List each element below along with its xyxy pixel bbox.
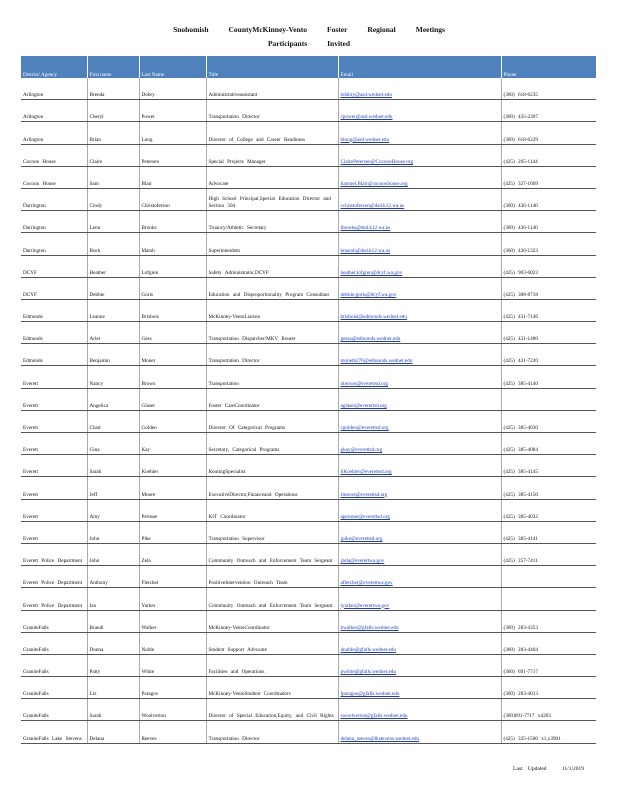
last-name-cell: Brown [139, 366, 206, 388]
column-header: Last Name [139, 56, 206, 78]
first-name-cell: Sarah [87, 699, 139, 721]
table-row [21, 677, 596, 699]
table-row [21, 521, 596, 543]
district-cell: Edmonds [21, 322, 87, 344]
title-word: Participants [267, 39, 308, 48]
title-cell: Safety Administrator,DCYF [206, 255, 338, 277]
phone-cell: (360) 283-4353 [501, 610, 596, 632]
phone-cell [501, 388, 596, 410]
first-name-cell: Delana [87, 721, 139, 743]
table-row [21, 233, 596, 255]
table-row [21, 610, 596, 632]
first-name-cell: Patty [87, 654, 139, 676]
last-updated-date: 11/1/2019 [561, 766, 584, 772]
email-cell[interactable]: gessa@edmonds.wednet.edu [338, 322, 501, 344]
table-row [21, 255, 596, 277]
table-row [21, 366, 596, 388]
district-cell: GraniteFalls [21, 632, 87, 654]
last-name-cell: Blair [139, 166, 206, 188]
title-cell: Transportation Director [206, 100, 338, 122]
last-name-cell: Perusse [139, 499, 206, 521]
email-cell[interactable]: Jmoore@everettsd.org [338, 477, 501, 499]
phone-cell [501, 566, 596, 588]
report-title [0, 25, 618, 34]
table-row [21, 299, 596, 321]
table-row [21, 566, 596, 588]
last-name-cell: Zela [139, 543, 206, 565]
district-cell: Darrington [21, 233, 87, 255]
email-cell[interactable]: cpower@asd.wednet.edu [338, 100, 501, 122]
last-name-cell: Reeves [139, 721, 206, 743]
phone-cell: (425) 265-1144 [501, 144, 596, 166]
district-cell: Cocoon House [21, 166, 87, 188]
column-header: Email [338, 56, 501, 78]
district-cell: GraniteFalls Lake Stevens [21, 721, 87, 743]
table-row [21, 78, 596, 100]
phone-cell: (425) 431-1400 [501, 322, 596, 344]
title-cell: McKinney-VentoStudent Coordinators [206, 677, 338, 699]
last-name-cell: Brooks [139, 211, 206, 233]
phone-cell: (425) 385-4141 [501, 521, 596, 543]
last-name-cell: Monet [139, 344, 206, 366]
first-name-cell: Ian [87, 588, 139, 610]
first-name-cell: Arlet [87, 322, 139, 344]
email-cell[interactable]: dnoble@gfalls.wednet.edu [338, 632, 501, 654]
first-name-cell: Lenn [87, 211, 139, 233]
title-cell: Superintendent [206, 233, 338, 255]
column-header: First name [87, 56, 139, 78]
column-header: Phone [501, 56, 596, 78]
first-name-cell: John [87, 543, 139, 565]
district-cell: DCYF [21, 277, 87, 299]
title-cell: Education and Disproportionality Program Consultant [206, 277, 338, 299]
email-cell[interactable]: jzela@everettwa.gov [338, 543, 501, 565]
table-row [21, 588, 596, 610]
table-row [21, 188, 596, 210]
email-cell[interactable]: pwhite@gfalls.wednet.edu [338, 654, 501, 676]
title-cell: High School Principal,Special Education Director and Section 504 [206, 188, 338, 210]
phone-cell: (425) 385-4030 [501, 410, 596, 432]
district-cell: Edmonds [21, 344, 87, 366]
table-row [21, 699, 596, 721]
table-row [21, 433, 596, 455]
title-cell: Student Support Advocate [206, 632, 338, 654]
first-name-cell: Leanne [87, 299, 139, 321]
first-name-cell: John [87, 521, 139, 543]
email-cell[interactable]: gkay@everettsd.org [338, 433, 501, 455]
district-cell: Everett Police Department [21, 588, 87, 610]
title-cell: Director of College and Career Readiness [206, 122, 338, 144]
phone-cell: (425) 385-4084 [501, 433, 596, 455]
first-name-cell: Anthony [87, 566, 139, 588]
table-row [21, 632, 596, 654]
phone-cell: (360) 618-6229 [501, 122, 596, 144]
title-cell: Community Outreach and Enforcement Team Sergeant [206, 543, 338, 565]
first-name-cell: Donna [87, 632, 139, 654]
last-name-cell: Glaser [139, 388, 206, 410]
table-row [21, 721, 596, 743]
last-name-cell: Petersen [139, 144, 206, 166]
phone-cell: (425) 335-1500 x1,x3901 [501, 721, 596, 743]
title-cell: McKinney-VentoCoordinator [206, 610, 338, 632]
first-name-cell: Chad [87, 410, 139, 432]
title-word: Invited [327, 39, 351, 48]
title-word: Meetings [415, 25, 445, 34]
title-cell: Facilities and Operations [206, 654, 338, 676]
title-cell: Special Projects Manager [206, 144, 338, 166]
title-cell: Transportation Supervisor [206, 521, 338, 543]
phone-cell: (360) 436-1140 [501, 188, 596, 210]
last-name-cell: Koehler [139, 455, 206, 477]
email-cell[interactable]: blong@asd.wednet.edu [338, 122, 501, 144]
table-row [21, 211, 596, 233]
district-cell: Everett [21, 388, 87, 410]
phone-cell: (425) 257-7411 [501, 543, 596, 565]
phone-cell: (425) 385-4032 [501, 499, 596, 521]
first-name-cell: Gina [87, 433, 139, 455]
phone-cell: (360) 435-2307 [501, 100, 596, 122]
title-cell: PositiveIntervention Outreach Team [206, 566, 338, 588]
title-cell: KIT Coordinator [206, 499, 338, 521]
table-row [21, 277, 596, 299]
district-cell: Edmonds [21, 299, 87, 321]
last-name-cell: Dobry [139, 78, 206, 100]
phone-cell: (360) 691-7717 [501, 654, 596, 676]
phone-cell: (360) 283-4404 [501, 632, 596, 654]
last-name-cell: Golden [139, 410, 206, 432]
participants-table [21, 56, 596, 744]
district-cell: GraniteFalls [21, 699, 87, 721]
email-cell[interactable]: Samuel.Blair@cocoonhouse.org [338, 166, 501, 188]
first-name-cell: Heather [87, 255, 139, 277]
table-row [21, 122, 596, 144]
table-row [21, 499, 596, 521]
last-name-cell: White [139, 654, 206, 676]
phone-cell: (425) 327-1609 [501, 166, 596, 188]
district-cell: Cocoon House [21, 144, 87, 166]
title-cell: Director of Special Education,Equity, and Civil Rights [206, 699, 338, 721]
table-row [21, 166, 596, 188]
title-cell: Truancy/Athletic Secretary [206, 211, 338, 233]
email-cell[interactable]: afletcher@everettwa.gov [338, 566, 501, 588]
column-header: District/ Agency [21, 56, 87, 78]
district-cell: Everett [21, 410, 87, 432]
last-name-cell: Goris [139, 277, 206, 299]
email-cell[interactable]: bdobry@asd.wednet.edu [338, 78, 501, 100]
first-name-cell: Brandi [87, 610, 139, 632]
title-cell: RoutingSpecialist [206, 455, 338, 477]
last-name-cell: Gess [139, 322, 206, 344]
email-cell[interactable]: nbrown@everettsd.org [338, 366, 501, 388]
table-row [21, 344, 596, 366]
email-cell[interactable]: bmarsh@dsd.k12.wa.us [338, 233, 501, 255]
district-cell: Everett [21, 499, 87, 521]
district-cell: Darrington [21, 211, 87, 233]
district-cell: Arlington [21, 122, 87, 144]
first-name-cell: Nancy [87, 366, 139, 388]
last-name-cell: Power [139, 100, 206, 122]
title-cell: Community Outreach and Enforcement Team Sergeant [206, 588, 338, 610]
phone-cell: (425) 385-4145 [501, 455, 596, 477]
last-name-cell: Kay [139, 433, 206, 455]
first-name-cell: Jeff [87, 477, 139, 499]
last-name-cell: Pike [139, 521, 206, 543]
last-updated-label: Last Updated [513, 766, 547, 772]
email-cell[interactable]: lbrooks@dsd.k12.wa.us [338, 211, 501, 233]
district-cell: Arlington [21, 78, 87, 100]
last-name-cell: Fletcher [139, 566, 206, 588]
first-name-cell: Brenda [87, 78, 139, 100]
column-header: Title [206, 56, 338, 78]
last-name-cell: Noble [139, 632, 206, 654]
email-cell[interactable]: bwalker@gfalls.wednet.edu [338, 610, 501, 632]
title-cell: Transportation Dispatcher/MKV Router [206, 322, 338, 344]
first-name-cell: Debbie [87, 277, 139, 299]
phone-cell: (360) 436-1323 [501, 233, 596, 255]
district-cell: Everett [21, 521, 87, 543]
email-cell[interactable]: aglaser@everettsd.org [338, 388, 501, 410]
email-cell[interactable]: ClairePetersen@CocoonHouse.org [338, 144, 501, 166]
last-name-cell: Yarker [139, 588, 206, 610]
last-name-cell: Walker [139, 610, 206, 632]
district-cell: Everett [21, 455, 87, 477]
email-cell[interactable]: aperusse@everettsd.org [338, 499, 501, 521]
title-cell: ExecutiveDirector,Financeand Operations [206, 477, 338, 499]
first-name-cell: Angelica [87, 388, 139, 410]
table-header-row [21, 56, 596, 78]
first-name-cell: Claire [87, 144, 139, 166]
first-name-cell: Benjamin [87, 344, 139, 366]
last-name-cell: Marsh [139, 233, 206, 255]
email-cell[interactable]: SKoehler@everettsd.org [338, 455, 501, 477]
table-row [21, 654, 596, 676]
title-word: Snohomish [173, 25, 209, 34]
first-name-cell: Amy [87, 499, 139, 521]
report-subtitle [0, 39, 618, 48]
phone-cell: (425) 431-7146 [501, 299, 596, 321]
email-cell[interactable]: iyarker@everettwa.gov [338, 588, 501, 610]
table-row [21, 388, 596, 410]
email-cell[interactable]: cchristoferson@dsd.k12.wa.us [338, 188, 501, 210]
table-row [21, 100, 596, 122]
title-word: Regional [367, 25, 396, 34]
phone-cell: (425) 385-4150 [501, 477, 596, 499]
first-name-cell: Brian [87, 122, 139, 144]
table-row [21, 410, 596, 432]
email-cell[interactable]: brisboisl@edmonds.wednet.edu [338, 299, 501, 321]
phone-cell: (425) 308-8718 [501, 277, 596, 299]
district-cell: Everett Police Department [21, 543, 87, 565]
first-name-cell: Sam [87, 166, 139, 188]
first-name-cell: Cheryl [87, 100, 139, 122]
table-row [21, 477, 596, 499]
last-name-cell: Lofgren [139, 255, 206, 277]
last-name-cell: Christoferson [139, 188, 206, 210]
first-name-cell: Sarah [87, 455, 139, 477]
table-row [21, 455, 596, 477]
title-cell: Administrativeassistant [206, 78, 338, 100]
email-cell[interactable]: cgolden@everettsd.org [338, 410, 501, 432]
first-name-cell: Buck [87, 233, 139, 255]
district-cell: GraniteFalls [21, 610, 87, 632]
email-cell[interactable]: lparagos@gfalls.wednet.edu [338, 677, 501, 699]
title-cell: Foster CareCoordinator [206, 388, 338, 410]
email-cell[interactable]: jpike@everettsd.org [338, 521, 501, 543]
title-cell: Transportation Director [206, 721, 338, 743]
district-cell: GraniteFalls [21, 677, 87, 699]
district-cell: DCYF [21, 255, 87, 277]
first-name-cell: Cindy [87, 188, 139, 210]
email-cell[interactable]: debbie.goris@dcyf.wa.gov [338, 277, 501, 299]
phone-cell: (360) 436-1140 [501, 211, 596, 233]
last-updated [503, 766, 584, 772]
last-name-cell: Long [139, 122, 206, 144]
district-cell: Arlington [21, 100, 87, 122]
title-cell: Director Of Categorical Programs [206, 410, 338, 432]
phone-cell: (425) 385-4140 [501, 366, 596, 388]
first-name-cell: Liz [87, 677, 139, 699]
title-cell: Transportation [206, 366, 338, 388]
last-name-cell: Moore [139, 477, 206, 499]
last-name-cell: Paragos [139, 677, 206, 699]
district-cell: Everett [21, 477, 87, 499]
table-row [21, 144, 596, 166]
district-cell: Everett [21, 366, 87, 388]
title-word: CountyMcKinney-Vento [228, 25, 307, 34]
title-cell: Transportation Director [206, 344, 338, 366]
phone-cell: (425) 431-7220 [501, 344, 596, 366]
phone-cell: (360) 618-6235 [501, 78, 596, 100]
email-cell[interactable]: delana_reeves@lkstevens.wednet.edu [338, 721, 501, 743]
phone-cell: (360)691-7717 x4203 [501, 699, 596, 721]
email-cell[interactable]: swoolverton@gfalls.wednet.edu [338, 699, 501, 721]
email-cell[interactable]: heather.lofgren@dcyf.wa.gov [338, 255, 501, 277]
last-name-cell: Brisbois [139, 299, 206, 321]
title-cell: McKinney-VentoLiaison [206, 299, 338, 321]
phone-cell: (425) 903-6023 [501, 255, 596, 277]
last-name-cell: Woolverton [139, 699, 206, 721]
district-cell: Everett Police Department [21, 566, 87, 588]
district-cell: Everett [21, 433, 87, 455]
table-body [21, 78, 596, 743]
title-cell: Advocate [206, 166, 338, 188]
phone-cell: (360) 283-4013 [501, 677, 596, 699]
district-cell: GraniteFalls [21, 654, 87, 676]
title-cell: Secretary, Categorical Programs [206, 433, 338, 455]
email-cell[interactable]: monetb276@edmonds.wednet.edu [338, 344, 501, 366]
title-word: Foster [327, 25, 348, 34]
table-row [21, 322, 596, 344]
phone-cell [501, 588, 596, 610]
district-cell: Darrington [21, 188, 87, 210]
table-row [21, 543, 596, 565]
